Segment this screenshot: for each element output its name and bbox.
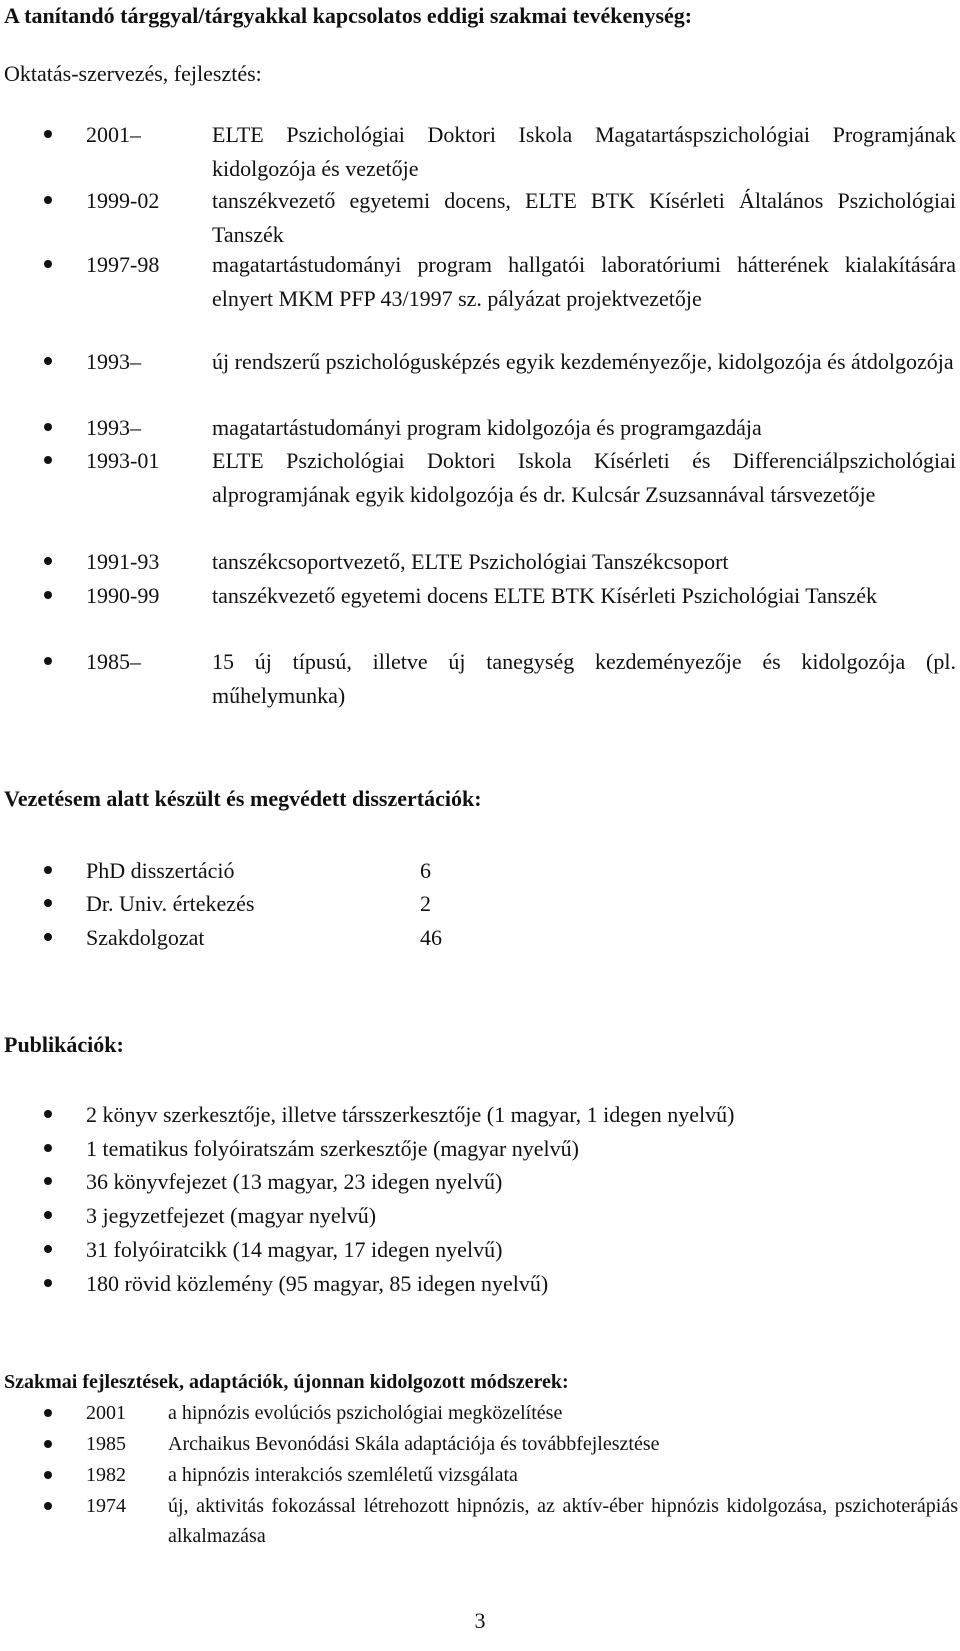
- item-text: magatartástudományi program kidolgozója és programgazdája: [212, 415, 762, 440]
- dissertation-label: Dr. Univ. értekezés: [86, 891, 255, 916]
- dissertation-count: 2: [420, 891, 431, 916]
- publication-text: 36 könyvfejezet (13 magyar, 23 idegen nyelvű): [86, 1169, 503, 1194]
- bullet-icon: [44, 196, 52, 204]
- dissertation-label: Szakdolgozat: [86, 925, 205, 950]
- item-year: 2001–: [86, 122, 141, 147]
- item-text: tanszékvezető egyetemi docens, ELTE BTK Kísérleti Általános Pszichológiai Tanszék: [212, 188, 956, 247]
- bullet-icon: [44, 1110, 52, 1118]
- dissertation-count: 46: [420, 925, 442, 950]
- bullet-icon: [44, 1211, 52, 1219]
- bullet-icon: [44, 456, 52, 464]
- item-year: 1999-02: [86, 188, 160, 213]
- item-text: ELTE Pszichológiai Doktori Iskola Magatartáspszichológiai Programjának kidolgozója és vezetője: [212, 122, 956, 181]
- page-number: 3: [474, 1608, 486, 1633]
- section-title-dissertations: Vezetésem alatt készült és megvédett disszertációk:: [4, 786, 482, 811]
- bullet-icon: [44, 1502, 52, 1510]
- item-text: ELTE Pszichológiai Doktori Iskola Kísérleti és Differenciálpszichológiai alprogramjának egyik kidolgozója és dr. Kulcsár Zsuzsannával társvezetője: [212, 448, 956, 507]
- item-text: magatartástudományi program hallgatói laboratóriumi hátterének kialakítására elnyert MKM PFP 43/1997 sz. pályázat projektvezetője: [212, 252, 956, 311]
- item-year: 1982: [86, 1464, 126, 1486]
- item-text: Archaikus Bevonódási Skála adaptációja és továbbfejlesztése: [168, 1433, 660, 1455]
- bullet-icon: [44, 423, 52, 431]
- bullet-icon: [44, 1471, 52, 1479]
- item-text: új, aktivitás fokozással létrehozott hipnózis, az aktív-éber hipnózis kidolgozása, pszichoterápiás alkalmazása: [168, 1495, 958, 1547]
- item-year: 1985: [86, 1433, 126, 1455]
- bullet-icon: [44, 1177, 52, 1185]
- section-title-publications: Publikációk:: [4, 1032, 124, 1057]
- item-text: tanszékvezető egyetemi docens ELTE BTK Kísérleti Pszichológiai Tanszék: [212, 583, 877, 608]
- section-title-methods: Szakmai fejlesztések, adaptációk, újonnan kidolgozott módszerek:: [4, 1371, 569, 1393]
- item-year: 1990-99: [86, 583, 160, 608]
- item-year: 1993-01: [86, 448, 160, 473]
- item-year: 2001: [86, 1402, 126, 1424]
- item-year: 1985–: [86, 649, 141, 674]
- bullet-icon: [44, 1440, 52, 1448]
- item-year: 1993–: [86, 349, 141, 374]
- item-text: tanszékcsoportvezető, ELTE Pszichológiai Tanszékcsoport: [212, 549, 729, 574]
- section-subtitle-organization: Oktatás-szervezés, fejlesztés:: [4, 61, 262, 86]
- item-text: a hipnózis interakciós szemléletű vizsgálata: [168, 1464, 518, 1486]
- item-text: új rendszerű pszichológusképzés egyik kezdeményezője, kidolgozója és átdolgozója: [212, 349, 954, 374]
- item-year: 1974: [86, 1495, 126, 1517]
- publication-text: 2 könyv szerkesztője, illetve társszerkesztője (1 magyar, 1 idegen nyelvű): [86, 1102, 735, 1127]
- bullet-icon: [44, 899, 52, 907]
- dissertation-label: PhD disszertáció: [86, 858, 235, 883]
- bullet-icon: [44, 933, 52, 941]
- publication-text: 1 tematikus folyóiratszám szerkesztője (magyar nyelvű): [86, 1136, 579, 1161]
- bullet-icon: [44, 130, 52, 138]
- bullet-icon: [44, 657, 52, 665]
- bullet-icon: [44, 260, 52, 268]
- item-year: 1991-93: [86, 549, 160, 574]
- bullet-icon: [44, 1409, 52, 1417]
- bullet-icon: [44, 357, 52, 365]
- dissertation-count: 6: [420, 858, 431, 883]
- bullet-icon: [44, 591, 52, 599]
- bullet-icon: [44, 557, 52, 565]
- publication-text: 180 rövid közlemény (95 magyar, 85 idegen nyelvű): [86, 1271, 549, 1296]
- item-year: 1993–: [86, 415, 141, 440]
- item-text: a hipnózis evolúciós pszichológiai megközelítése: [168, 1402, 563, 1424]
- publication-text: 31 folyóiratcikk (14 magyar, 17 idegen nyelvű): [86, 1237, 503, 1262]
- section-title-activities: A tanítandó tárggyal/tárgyakkal kapcsolatos eddigi szakmai tevékenység:: [4, 3, 693, 28]
- item-text: 15 új típusú, illetve új tanegység kezdeményezője és kidolgozója (pl. műhelymunka): [212, 649, 956, 708]
- bullet-icon: [44, 1144, 52, 1152]
- bullet-icon: [44, 1279, 52, 1287]
- bullet-icon: [44, 1245, 52, 1253]
- item-year: 1997-98: [86, 252, 160, 277]
- publication-text: 3 jegyzetfejezet (magyar nyelvű): [86, 1203, 377, 1228]
- bullet-icon: [44, 866, 52, 874]
